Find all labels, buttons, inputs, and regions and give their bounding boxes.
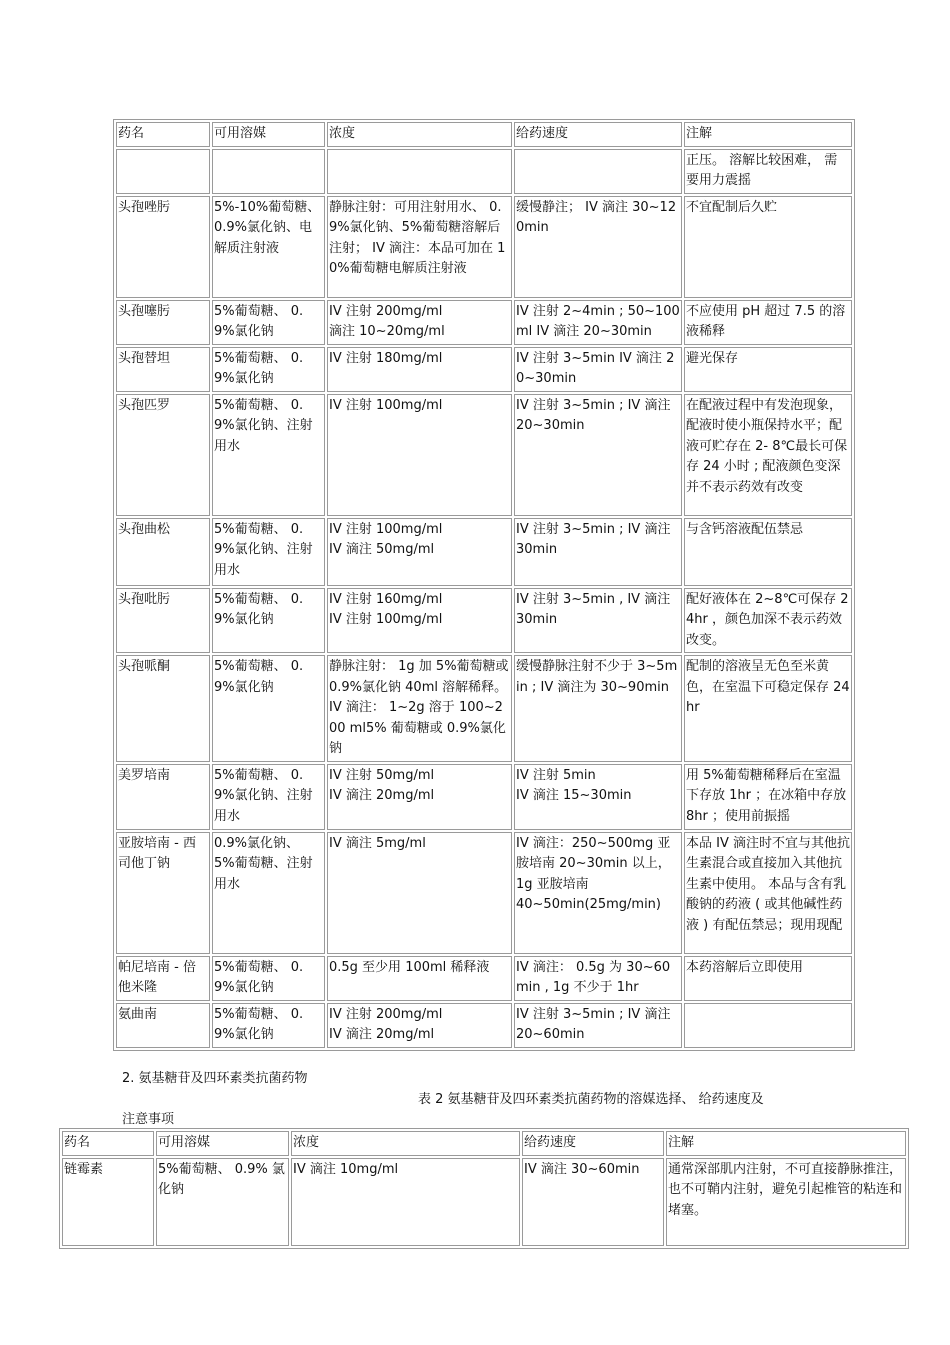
cell-rate: IV 注射 3~5min ; IV 滴注 20~60min xyxy=(514,1003,682,1048)
cell-solvent: 5%葡萄糖、 0.9% 氯化钠 xyxy=(156,1158,289,1246)
cell-notes: 本品 IV 滴注时不宜与其他抗生素混合或直接加入其他抗生素中使用。 本品与含有乳酸钠的药液 ( 或其他碱性药液 ) 有配伍禁忌；现用现配 xyxy=(684,832,852,954)
cell-drug-name: 头孢唑肟 xyxy=(116,196,210,298)
table-row xyxy=(116,394,852,516)
table-row xyxy=(116,149,852,194)
table-row xyxy=(116,1003,852,1048)
cell-solvent: 5%葡萄糖、 0.9%氯化钠 xyxy=(212,347,325,392)
cell-rate: IV 注射 3~5min IV 滴注 20~30min xyxy=(514,347,682,392)
cell-concentration: IV 注射 100mg/ml xyxy=(327,394,512,516)
cell-concentration: 静脉注射：可用注射用水、 0.9%氯化钠、5%葡萄糖溶解后注射； IV 滴注：本品可加在 10%葡萄糖电解质注射液 xyxy=(327,196,512,298)
cell-solvent: 5%葡萄糖、 0.9%氯化钠 xyxy=(212,588,325,654)
cell-notes: 配好液体在 2~8℃可保存 24hr ，颜色加深不表示药效改变。 xyxy=(684,588,852,654)
cell-notes: 本药溶解后立即使用 xyxy=(684,956,852,1001)
cell-rate: IV 注射 3~5min ; IV 滴注 30min xyxy=(514,518,682,586)
cell-rate: IV 注射 2~4min ; 50~100ml IV 滴注 20~30min xyxy=(514,300,682,345)
cell-drug-name: 氨曲南 xyxy=(116,1003,210,1048)
cell-drug-name: 亚胺培南 - 西司他丁钠 xyxy=(116,832,210,954)
cell-notes: 不宜配制后久贮 xyxy=(684,196,852,298)
cell-drug-name: 美罗培南 xyxy=(116,764,210,830)
table-solvent-selection-aminoglycosides xyxy=(59,1128,909,1249)
header-cell-rate: 给药速度 xyxy=(514,122,682,147)
header-cell-solvent: 可用溶媒 xyxy=(156,1131,289,1156)
cell-rate: 缓慢静脉注射不少于 3~5min ; IV 滴注为 30~90min xyxy=(514,655,682,762)
cell-solvent: 5%葡萄糖、 0.9%氯化钠、注射用水 xyxy=(212,394,325,516)
cell-notes: 正压。 溶解比较困难， 需要用力震摇 xyxy=(684,149,852,194)
table-row xyxy=(116,300,852,345)
cell-concentration: IV 注射 100mg/ml IV 滴注 50mg/ml xyxy=(327,518,512,586)
cell-drug-name: 头孢噻肟 xyxy=(116,300,210,345)
cell-notes xyxy=(684,1003,852,1048)
table-row xyxy=(116,764,852,830)
cell-drug-name: 头孢曲松 xyxy=(116,518,210,586)
cell-rate: 缓慢静注； IV 滴注 30~120min xyxy=(514,196,682,298)
header-cell-notes: 注解 xyxy=(684,122,852,147)
cell-rate: IV 注射 5min IV 滴注 15~30min xyxy=(514,764,682,830)
section-heading: 2. 氨基糖苷及四环素类抗菌药物 xyxy=(122,1071,308,1086)
header-cell-concentration: 浓度 xyxy=(291,1131,520,1156)
cell-concentration: 0.5g 至少用 100ml 稀释液 xyxy=(327,956,512,1001)
table-row xyxy=(116,832,852,954)
cell-concentration: IV 注射 200mg/ml IV 滴注 20mg/ml xyxy=(327,1003,512,1048)
header-cell-solvent: 可用溶媒 xyxy=(212,122,325,147)
table-row xyxy=(62,1158,906,1246)
cell-solvent: 5%葡萄糖、 0.9%氯化钠、注射用水 xyxy=(212,518,325,586)
cell-rate: IV 注射 3~5min ; IV 滴注 20~30min xyxy=(514,394,682,516)
cell-solvent: 0.9%氯化钠、 5%葡萄糖、注射用水 xyxy=(212,832,325,954)
cell-drug-name: 帕尼培南 - 倍他米隆 xyxy=(116,956,210,1001)
cell-drug-name: 头孢哌酮 xyxy=(116,655,210,762)
cell-notes: 不应使用 pH 超过 7.5 的溶液稀释 xyxy=(684,300,852,345)
table-caption-continued: 注意事项 xyxy=(122,1112,175,1127)
cell-solvent: 5%-10%葡萄糖、 0.9%氯化钠、电解质注射液 xyxy=(212,196,325,298)
table-header-row xyxy=(116,122,852,147)
cell-concentration: IV 注射 180mg/ml xyxy=(327,347,512,392)
cell-concentration: IV 注射 50mg/ml IV 滴注 20mg/ml xyxy=(327,764,512,830)
table-row xyxy=(116,588,852,654)
cell-rate: IV 滴注： 0.5g 为 30~60min , 1g 不少于 1hr xyxy=(514,956,682,1001)
cell-concentration: IV 注射 160mg/ml IV 注射 100mg/ml xyxy=(327,588,512,654)
cell-solvent: 5%葡萄糖、 0.9%氯化钠 xyxy=(212,300,325,345)
cell-concentration: IV 注射 200mg/ml 滴注 10~20mg/ml xyxy=(327,300,512,345)
cell-drug-name: 链霉素 xyxy=(62,1158,154,1246)
cell-rate xyxy=(514,149,682,194)
cell-notes: 通常深部肌内注射，不可直接静脉推注，也不可鞘内注射，避免引起椎管的粘连和堵塞。 xyxy=(666,1158,906,1246)
cell-drug-name: 头孢匹罗 xyxy=(116,394,210,516)
cell-drug-name: 头孢替坦 xyxy=(116,347,210,392)
cell-notes: 与含钙溶液配伍禁忌 xyxy=(684,518,852,586)
cell-notes: 配制的溶液呈无色至米黄色，在室温下可稳定保存 24hr xyxy=(684,655,852,762)
table-caption: 表 2 氨基糖苷及四环素类抗菌药物的溶媒选择、 给药速度及 xyxy=(418,1092,764,1107)
cell-concentration: IV 滴注 5mg/ml xyxy=(327,832,512,954)
cell-concentration: IV 滴注 10mg/ml xyxy=(291,1158,520,1246)
header-cell-drug-name: 药名 xyxy=(116,122,210,147)
cell-rate: IV 注射 3~5min , IV 滴注 30min xyxy=(514,588,682,654)
cell-rate: IV 滴注 30~60min xyxy=(522,1158,664,1246)
cell-notes: 避光保存 xyxy=(684,347,852,392)
header-cell-rate: 给药速度 xyxy=(522,1131,664,1156)
cell-concentration: 静脉注射： 1g 加 5%葡萄糖或 0.9%氯化钠 40ml 溶解稀释。 IV 滴注： 1~2g 溶于 100~200 ml5% 葡萄糖或 0.9%氯化钠 xyxy=(327,655,512,762)
cell-solvent: 5%葡萄糖、 0.9%氯化钠 xyxy=(212,1003,325,1048)
table-header-row xyxy=(62,1131,906,1156)
cell-solvent: 5%葡萄糖、 0.9%氯化钠 xyxy=(212,956,325,1001)
cell-concentration xyxy=(327,149,512,194)
table-row xyxy=(116,956,852,1001)
cell-rate: IV 滴注：250~500mg 亚胺培南 20~30min 以上， 1g 亚胺培南 40~50min(25mg/min) xyxy=(514,832,682,954)
cell-notes: 用 5%葡萄糖稀释后在室温下存放 1hr ；在冰箱中存放 8hr ；使用前振摇 xyxy=(684,764,852,830)
header-cell-drug-name: 药名 xyxy=(62,1131,154,1156)
cell-solvent xyxy=(212,149,325,194)
cell-drug-name: 头孢吡肟 xyxy=(116,588,210,654)
table-row xyxy=(116,347,852,392)
cell-solvent: 5%葡萄糖、 0.9%氯化钠、注射用水 xyxy=(212,764,325,830)
header-cell-concentration: 浓度 xyxy=(327,122,512,147)
cell-drug-name xyxy=(116,149,210,194)
table-row xyxy=(116,518,852,586)
table-solvent-selection-cephalosporins xyxy=(113,119,855,1051)
cell-notes: 在配液过程中有发泡现象，配液时使小瓶保持水平；配液可贮存在 2- 8℃最长可保存 24 小时 ; 配液颜色变深并不表示药效有改变 xyxy=(684,394,852,516)
table-row xyxy=(116,655,852,762)
table-row xyxy=(116,196,852,298)
cell-solvent: 5%葡萄糖、 0.9%氯化钠 xyxy=(212,655,325,762)
header-cell-notes: 注解 xyxy=(666,1131,906,1156)
